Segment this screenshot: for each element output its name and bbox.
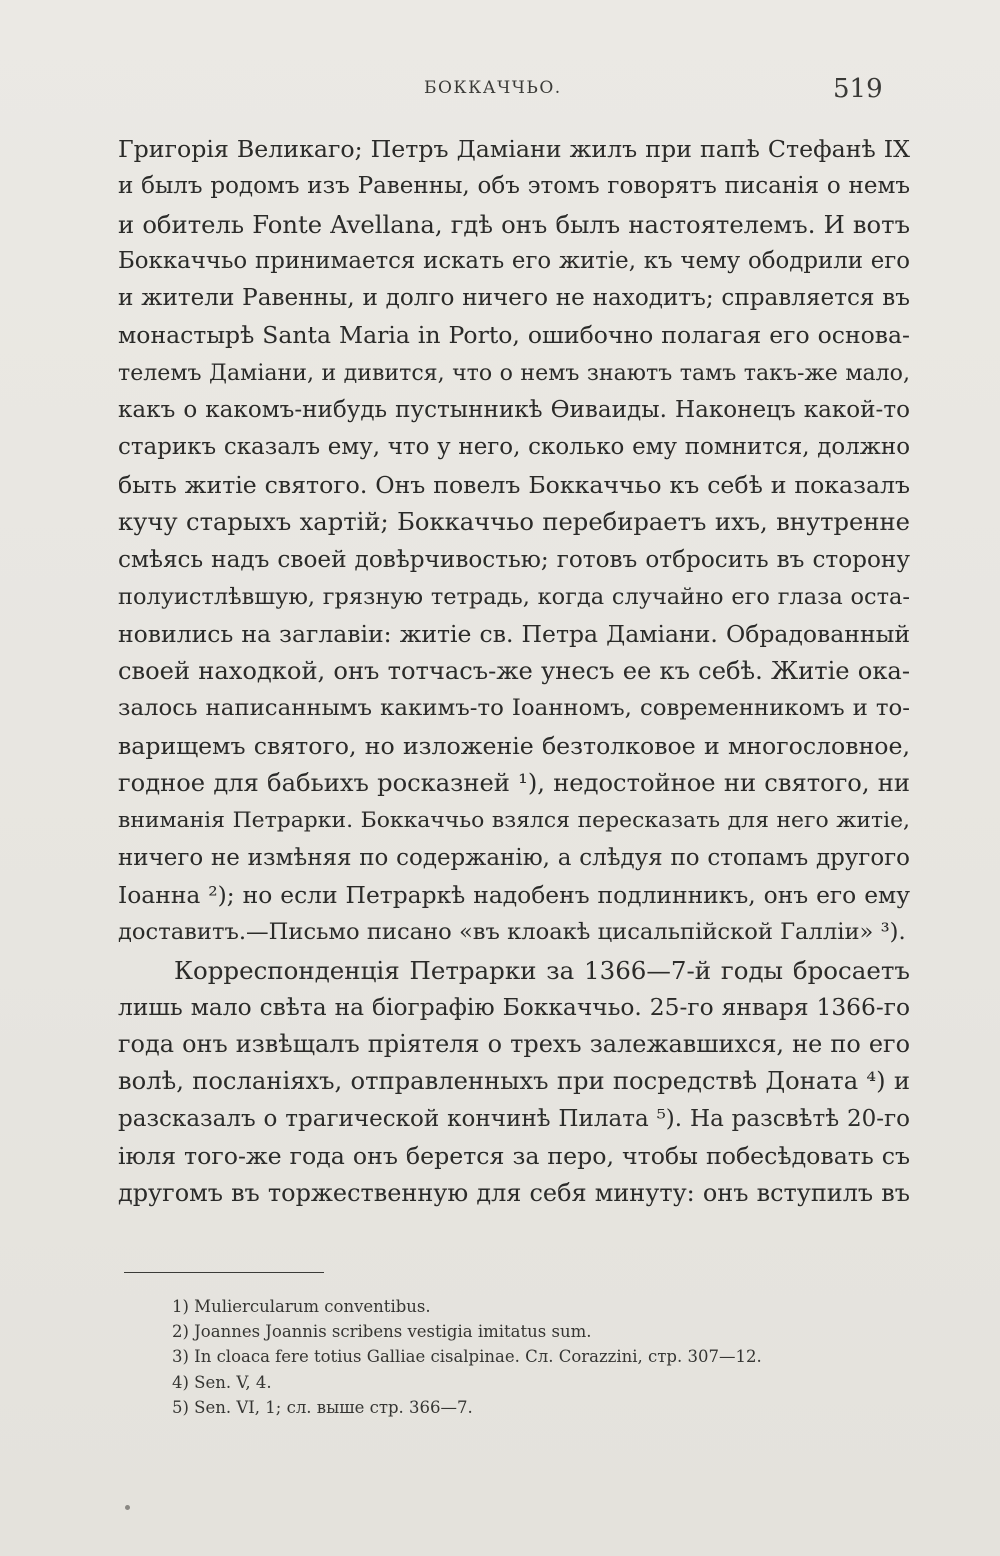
- text-line: лишь мало свѣта на біографію Боккаччьо. 25-го января 1366-го: [118, 992, 910, 1021]
- text-line: другомъ въ торжественную для себя минуту: онъ вступилъ въ: [118, 1179, 910, 1208]
- footnote-divider: [124, 1272, 324, 1274]
- text-line: волѣ, посланіяхъ, отправленныхъ при посредствѣ Доната ⁴) и: [118, 1067, 910, 1096]
- text-line: года онъ извѣщалъ пріятеля о трехъ залежавшихся, не по его: [118, 1030, 910, 1059]
- text-line: залось написаннымъ какимъ-то Іоанномъ, современникомъ и то-: [118, 695, 910, 722]
- text-line: и жители Равенны, и долго ничего не находитъ; справляется въ: [118, 285, 910, 312]
- text-line: Іоанна ²); но если Петраркѣ надобенъ подлинникъ, онъ его ему: [118, 880, 910, 909]
- text-line: Корреспонденція Петрарки за 1366—7-й годы бросаетъ: [174, 955, 910, 985]
- footnote: 2) Joannes Joannis scribens vestigia imitatus sum.: [172, 1322, 592, 1342]
- footnote: 3) In cloaca fere totius Galliae cisalpinae. Сл. Corazzini, стр. 307—12.: [172, 1347, 762, 1367]
- text-line: монастырѣ Santa Maria in Porto, ошибочно полагая его основа-: [118, 321, 910, 350]
- text-line: смѣясь надъ своей довѣрчивостью; готовъ отбросить въ сторону: [118, 546, 910, 574]
- text-line: и былъ родомъ изъ Равенны, объ этомъ говорятъ писанія о немъ: [118, 173, 910, 200]
- footnotes: [172, 1294, 892, 1420]
- text-line: ничего не измѣняя по содержанію, а слѣдуя по стопамъ другого: [118, 844, 910, 871]
- text-line: и обитель Fonte Avellana, гдѣ онъ былъ настоятелемъ. И вотъ: [118, 209, 910, 239]
- text-line: вниманія Петрарки. Боккаччьо взялся пересказать для него житіе,: [118, 808, 910, 834]
- text-line: полуистлѣвшую, грязную тетрадь, когда случайно его глаза оста-: [118, 583, 910, 610]
- text-line: кучу старыхъ хартій; Боккаччьо перебираетъ ихъ, внутренне: [118, 507, 910, 536]
- text-line: Григорія Великаго; Петръ Даміани жилъ при папѣ Стефанѣ IX: [118, 135, 910, 163]
- text-line: быть житіе святого. Онъ повелъ Боккаччьо къ себѣ и показалъ: [118, 470, 910, 499]
- text-line: телемъ Даміани, и дивится, что о немъ знаютъ тамъ такъ-же мало,: [118, 359, 910, 386]
- page-number: 519: [833, 74, 883, 104]
- footnote: 4) Sen. V, 4.: [172, 1372, 272, 1392]
- footnote: 1) Mulierculаrum conventibus.: [172, 1297, 431, 1316]
- text-line: іюля того-же года онъ берется за перо, чтобы побесѣдовать съ: [118, 1142, 910, 1171]
- text-line: доставитъ.—Письмо писано «въ клоакѣ цисальпійской Галліи» ³).: [118, 919, 906, 946]
- text-line: разсказалъ о трагической кончинѣ Пилата ⁵). На разсвѣтѣ 20-го: [118, 1105, 910, 1132]
- text-line: Боккаччьо принимается искать его житіе, къ чему ободрили его: [118, 247, 910, 274]
- text-line: своей находкой, онъ тотчасъ-же унесъ ее къ себѣ. Житіе ока-: [118, 657, 910, 686]
- text-line: какъ о какомъ-нибудь пустынникѣ Ѳиваиды. Наконецъ какой-то: [118, 397, 910, 424]
- text-line: годное для бабьихъ росказней ¹), недостойное ни святого, ни: [118, 769, 910, 798]
- running-head: БОККАЧЧЬО.: [424, 78, 562, 98]
- text-line: новились на заглавіи: житіе св. Петра Даміани. Обрадованный: [118, 619, 910, 648]
- text-line: варищемъ святого, но изложеніе безтолковое и многословное,: [118, 731, 910, 760]
- paper-speck: [125, 1505, 130, 1510]
- body-text: [118, 131, 910, 1213]
- footnote: 5) Sen. VI, 1; сл. выше стр. 366—7.: [172, 1397, 473, 1417]
- text-line: старикъ сказалъ ему, что у него, сколько ему помнится, должно: [118, 434, 910, 461]
- page-header: [0, 74, 1000, 106]
